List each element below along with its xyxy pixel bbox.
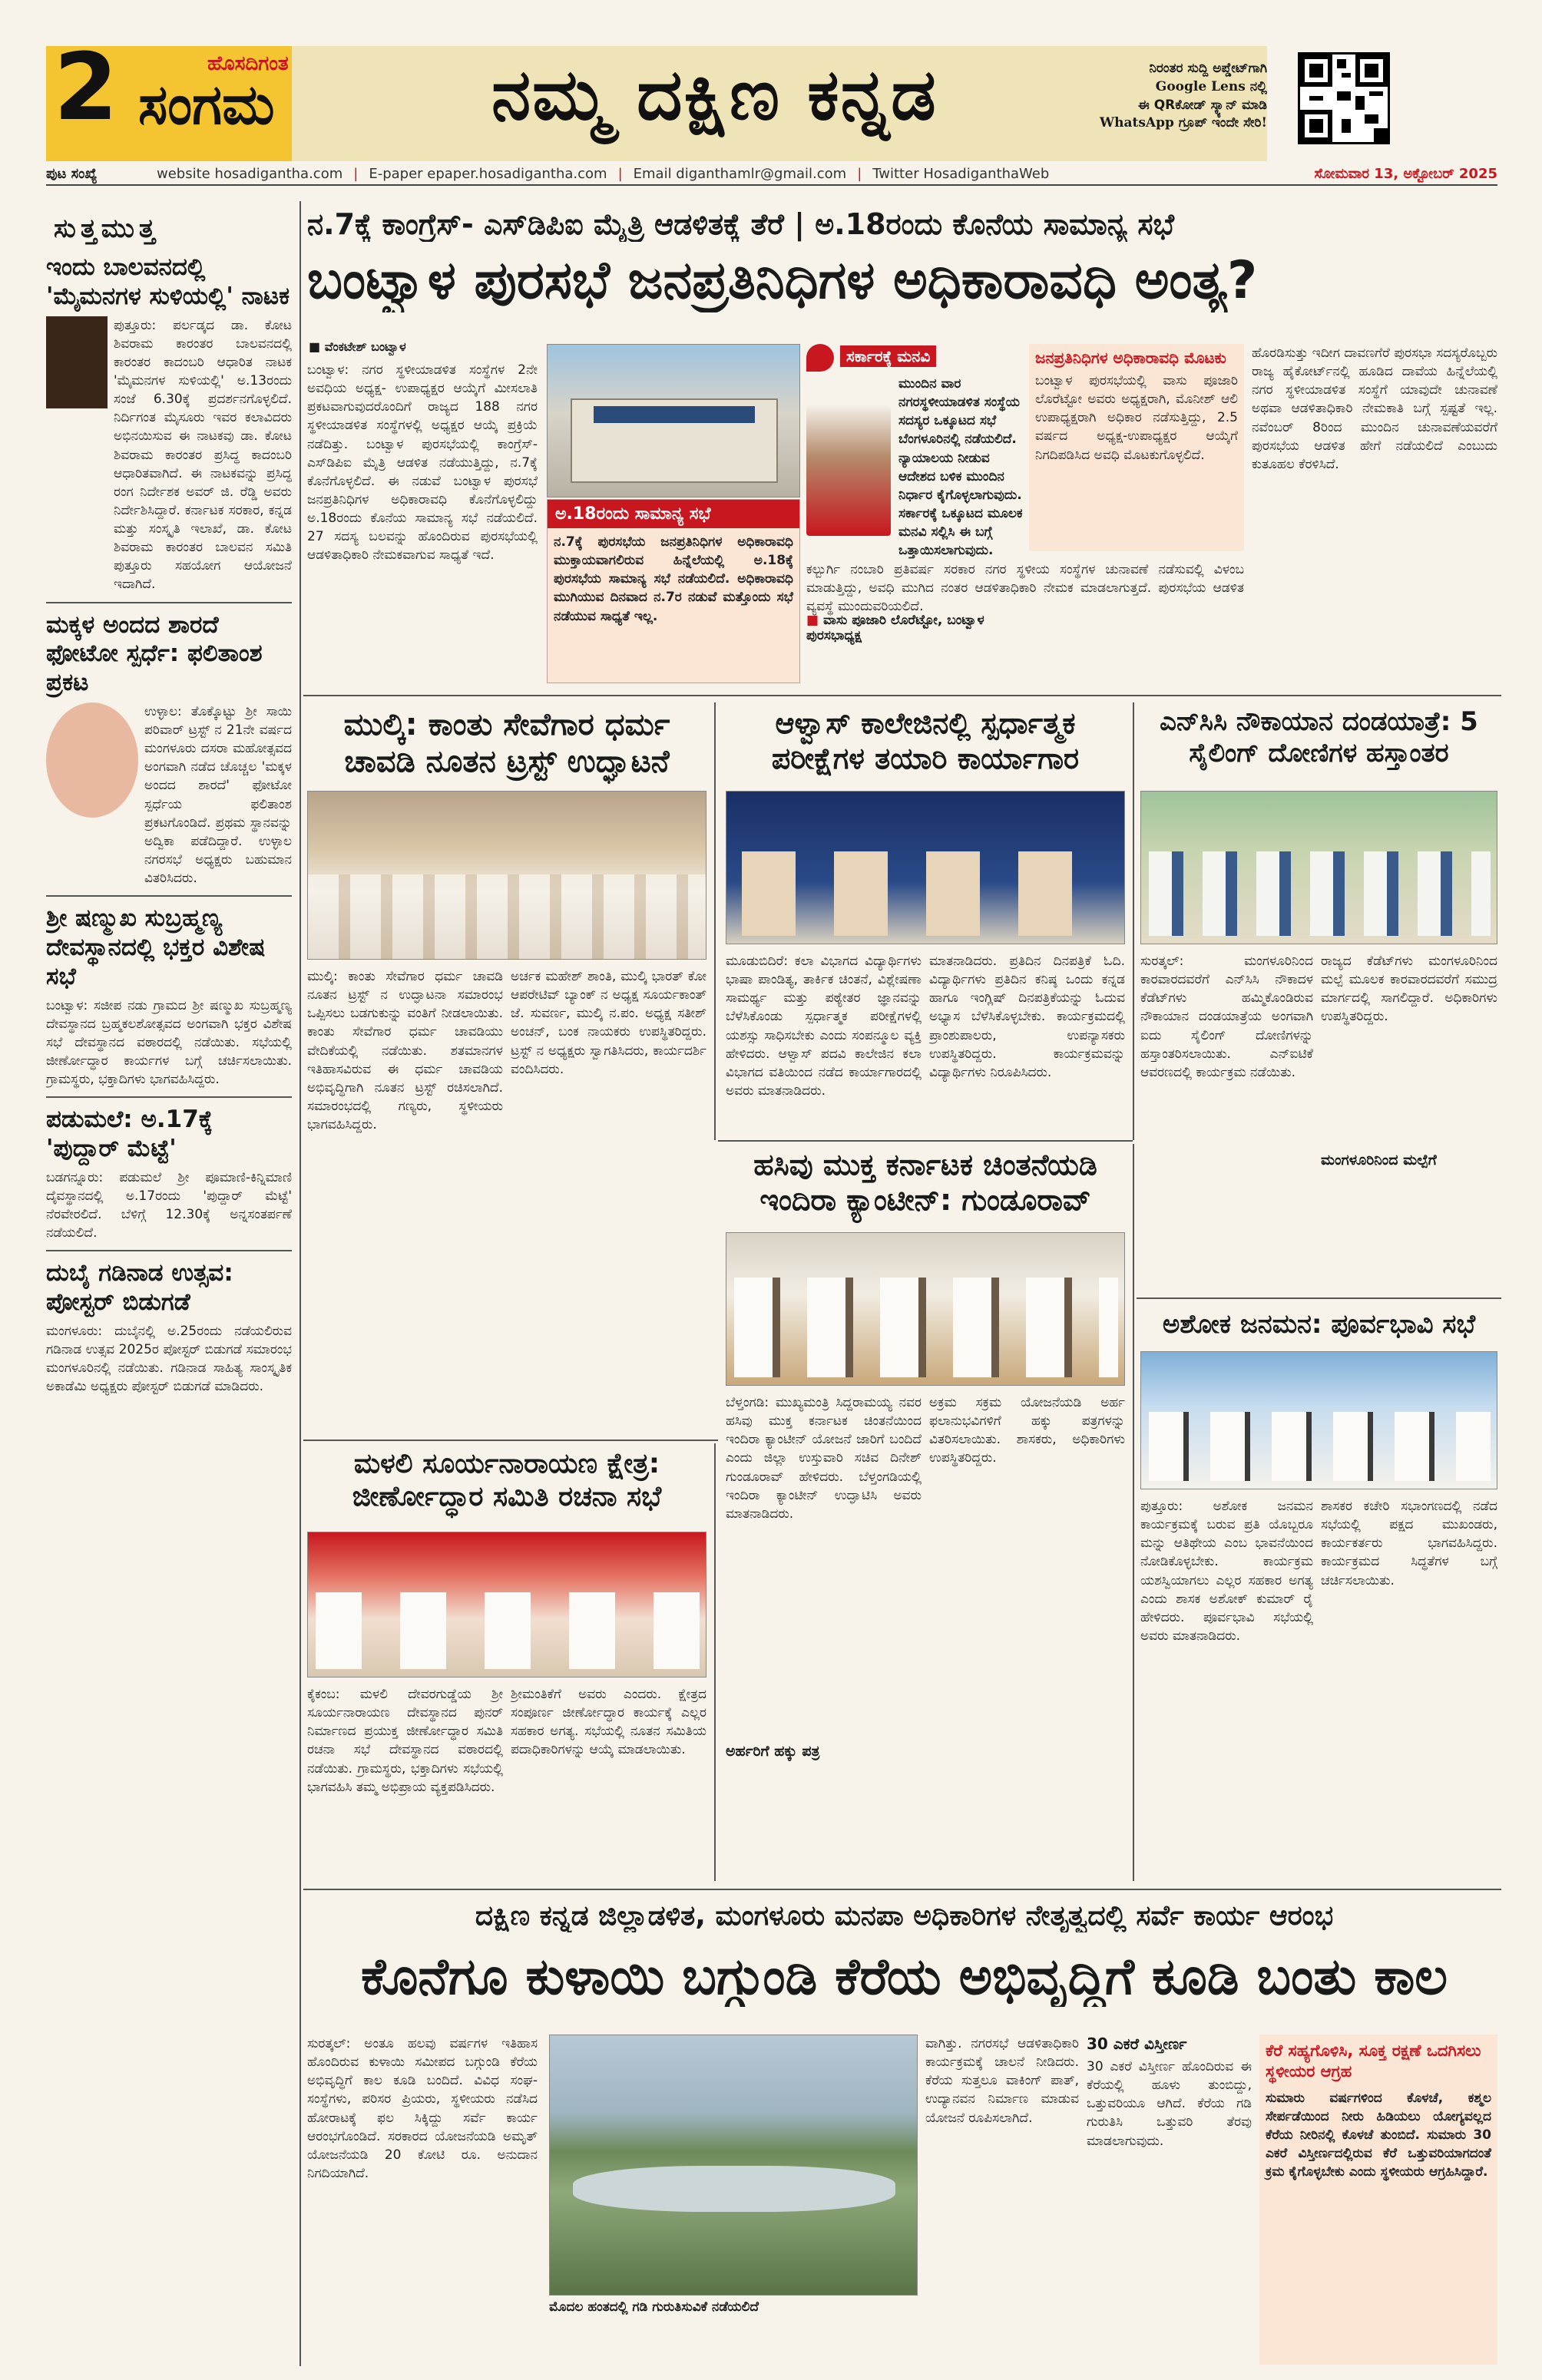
bottom-sub: 30 ಎಕರೆ ವಿಸ್ತೀರ್ಣ	[1087, 2035, 1187, 2053]
story-4-body: ಸುರತ್ಕಲ್: ಮಂಗಳೂರಿನಿಂದ ಕಾರವಾರದವರೆಗೆ ಎನ್‌ಸಿಸಿ ನೌಕಾದಳ ಕೆಡೆಟ್‌ಗಳು ಹಮ್ಮಿಕೊಂಡಿರುವ ನೌಕಾಯಾನ ದಂಡಯಾತ್ರೆಯ ಅಂಗವಾಗಿ ಐದು ಸೈಲಿಂಗ್ ದೋಣಿಗಳನ್ನು ಹಸ್ತಾಂತರಿಸಲಾಯಿತು. ಎನ್‌ಐಟಿಕೆ ಆವರಣದಲ್ಲಿ ಕಾರ್ಯಕ್ರಮ ನಡೆಯಿತು.	[1140, 954, 1313, 1080]
story-5-headline: ಮಳಲಿ ಸೂರ್ಯನಾರಾಯಣ ಕ್ಷೇತ್ರ: ಜೀರ್ಣೋದ್ಧಾರ ಸಮಿತಿ ರಚನಾ ಸಭೆ	[352, 1448, 662, 1513]
story-4-headline: ಎನ್‌ಸಿಸಿ ನೌಕಾಯಾನ ದಂಡಯಾತ್ರೆ: 5 ಸೈಲಿಂಗ್ ದೋಣಿಗಳ ಹಸ್ತಾಂತರ	[1160, 706, 1478, 769]
sidebar-story-4-body: ಬಡಗನ್ನೂರು: ಪಡುಮಲೆ ಶ್ರೀ ಪೂಮಾಣಿ-ಕಿನ್ನಿಮಾಣಿ ದೈವಸ್ಥಾನದಲ್ಲಿ ಅ.17ರಂದು 'ಪುದ್ದಾರ್ ಮೆಟ್ಟೆ' ನೆರವೇರಲಿದೆ. ಬೆಳಿಗ್ಗೆ 12.30ಕ್ಕೆ ಅನ್ನಸಂತರ್ಪಣೆ ನಡೆಯಲಿದೆ.	[46, 1169, 292, 1241]
sidebar-story-2-photo	[46, 702, 138, 818]
bottom-inset-body: ಸುಮಾರು ವರ್ಷಗಳಿಂದ ಕೊಳಚೆ, ಕಶ್ಮಲ ಸೇರ್ಪಡೆಯಿಂದ ನೀರು ಹಿಡಿಯಲು ಯೋಗ್ಯವಲ್ಲದ ಕೆರೆಯ ನೀರಿನಲ್ಲಿ ಕೊಳಚೆ ತುಂಬಿದೆ. ಸುಮಾರು 30 ಎಕರೆ ವಿಸ್ತೀರ್ಣದಲ್ಲಿರುವ ಕೆರೆ ಒತ್ತುವರಿಯಾಗದಂತೆ ಕ್ರಮ ಕೈಗೊಳ್ಳಬೇಕು ಎಂದು ಸ್ಥಳೀಯರು ಆಗ್ರಹಿಸಿದ್ದಾರೆ.	[1266, 2090, 1491, 2180]
sidebar-story-5-headline: ದುಬೈ ಗಡಿನಾಡ ಉತ್ಸವ: ಪೋಸ್ಟರ್ ಬಿಡುಗಡೆ	[46, 1259, 233, 1317]
story-3-headline: ಆಳ್ವಾಸ್ ಕಾಲೇಜಿನಲ್ಲಿ ಸ್ಪರ್ಧಾತ್ಮಕ ಪರೀಕ್ಷೆಗಳ ತಯಾರಿ ಕಾರ್ಯಾಗಾರ	[771, 706, 1080, 775]
story-6-sub: ಅರ್ಹರಿಗೆ ಹಕ್ಕು ಪತ್ರ	[726, 1743, 820, 1760]
story-3-photo-people	[742, 851, 1110, 936]
website-link[interactable]: website hosadigantha.com	[157, 165, 343, 182]
story-7-photo-people	[1149, 1412, 1491, 1481]
lead-kicker: ನ.7ಕ್ಕೆ ಕಾಂಗ್ರೆಸ್- ಎಸ್‌ಡಿಪಿಐ ಮೈತ್ರಿ ಆಡಳಿತಕ್ಕೆ ತೆರೆ | ಅ.18ರಂದು ಕೊನೆಯ ಸಾಮಾನ್ಯ ಸಭೆ	[307, 207, 1174, 241]
bottom-inset-head: ಕೆರೆ ಸಹ್ಯಗೊಳಿಸಿ, ಸೂಕ್ತ ರಕ್ಷಣೆ ಒದಗಿಸಲು ಸ್ಥಳೀಯರ ಆಗ್ರಹ	[1266, 2041, 1481, 2081]
story-6-body-2: ಅಕ್ರಮ ಸಕ್ರಮ ಯೋಜನೆಯಡಿ ಅರ್ಹ ಫಲಾನುಭವಿಗಳಿಗೆ ಹಕ್ಕು ಪತ್ರಗಳನ್ನು ವಿತರಿಸಲಾಯಿತು. ಶಾಸಕರು, ಅಧಿಕಾರಿಗಳು ಉಪಸ್ಥಿತರಿದ್ದರು.	[929, 1395, 1125, 1466]
story-3-photo	[726, 791, 1125, 944]
bottom-photo-caption: ಮೊದಲ ಹಂತದಲ್ಲಿ ಗಡಿ ಗುರುತಿಸುವಿಕೆ ನಡೆಯಲಿದೆ	[549, 2299, 759, 2315]
bottom-photo-lake	[549, 2035, 918, 2296]
epaper-link[interactable]: E-paper epaper.hosadigantha.com	[369, 165, 607, 182]
quote-bullet-icon: ■	[806, 613, 823, 628]
sidebar-story-1-body: ಪುತ್ತೂರು: ಪರ್ಲಡ್ಕದ ಡಾ. ಕೋಟ ಶಿವರಾಮ ಕಾರಂತರ ಬಾಲವನದಲ್ಲಿ ಕಾರಂತರ ಕಾದಂಬರಿ ಆಧಾರಿತ ನಾಟಕ 'ಮೈಮನಗಳ ಸುಳಿಯಲ್ಲಿ' ಅ.13ರಂದು ಸಂಜೆ 6.30ಕ್ಕೆ ಪ್ರದರ್ಶನಗೊಳ್ಳಲಿದೆ. ನಿರ್ದಿಗಂತ ಮೈಸೂರು ಇವರ ಕಲಾವಿದರು ಅಭಿನಯಿಸುವ ಈ ನಾಟಕವು ಡಾ. ಕೋಟ ಶಿವರಾಮ ಕಾರಂತರ ಪ್ರಸಿದ್ಧ ಕಾದಂಬರಿ ಆಧಾರಿತವಾಗಿದೆ. ಈ ನಾಟಕವನ್ನು ಪ್ರಸಿದ್ಧ ರಂಗ ನಿರ್ದೇಶಕ ಅವರ್ ಜಿ. ರೆಡ್ಡಿ ಅವರು ನಿರ್ದೇಶಿಸಿದ್ದಾರೆ. ಕರ್ನಾಟಕ ಸರಕಾರ, ಕನ್ನಡ ಮತ್ತು ಸಂಸ್ಕೃತಿ ಇಲಾಖೆ, ಡಾ. ಕೋಟ ಶಿವರಾಮ ಕಾರಂತರ ಬಾಲವನ ಸಮಿತಿ ಪುತ್ತೂರು ಸಹಯೋಗ ಆಯೋಜನೆ ಇದಾಗಿದೆ.	[114, 317, 292, 593]
bottom-top-rule	[303, 1889, 1501, 1890]
sidebar-divider	[299, 201, 301, 2366]
sidebar-story-3-headline: ಶ್ರೀ ಷಣ್ಮುಖ ಸುಬ್ರಹ್ಮಣ್ಯ ದೇವಸ್ಥಾನದಲ್ಲಿ ಭಕ್ತರ ವಿಶೇಷ ಸಭೆ	[46, 904, 266, 990]
byline-marker-icon: ■	[309, 339, 325, 354]
lead-body-2: ಕಲ್ಬುರ್ಗಿ ನಂಬಾರಿ ಪ್ರತಿವರ್ಷ ಸರಕಾರ ನಗರ ಸ್ಥಳೀಯ ಸಂಸ್ಥೆಗಳ ಚುನಾವಣೆ ನಡೆಸುವಲ್ಲಿ ವಿಳಂಬ ಮಾಡುತ್ತಿದ್ದು, ಅವಧಿ ಮುಗಿದ ನಂತರ ಆಡಳಿತಾಧಿಕಾರಿ ನೇಮಕ ಮಾಡಲಾಗುತ್ತದೆ. ಪುರಸಭೆಯ ಆಡಳಿತ ವ್ಯವಸ್ಥೆ ಮುಂದುವರಿಯಲಿದೆ.	[806, 562, 1244, 615]
story-6-divider	[1133, 1144, 1134, 1881]
story-2-photo-people	[308, 874, 706, 959]
brand-main: ಸಂಗಮ	[138, 72, 275, 137]
sidebar-story-3-body: ಬಂಟ್ವಾಳ: ಸಜೀಪ ನಡು ಗ್ರಾಮದ ಶ್ರೀ ಷಣ್ಮುಖ ಸುಬ್ರಹ್ಮಣ್ಯ ದೇವಸ್ಥಾನದ ಬ್ರಹ್ಮಕಲಶೋತ್ಸವದ ಅಂಗವಾಗಿ ಭಕ್ತರ ವಿಶೇಷ ಸಭೆ ದೇವಸ್ಥಾನದ ವಠಾರದಲ್ಲಿ ನಡೆಯಿತು. ಸಭೆಯಲ್ಲಿ ಜೀರ್ಣೋದ್ಧಾರ ಕಾರ್ಯಗಳ ಬಗ್ಗೆ ಚರ್ಚಿಸಲಾಯಿತು. ಗ್ರಾಮಸ್ಥರು, ಭಕ್ತಾದಿಗಳು ಭಾಗವಹಿಸಿದ್ದರು.	[46, 997, 292, 1088]
story-6-photo-people	[734, 1278, 1118, 1377]
story-2-divider	[714, 702, 716, 1140]
bottom-body: ಸುರತ್ಕಲ್: ಅಂತೂ ಹಲವು ವರ್ಷಗಳ ಇತಿಹಾಸ ಹೊಂದಿರುವ ಕುಳಾಯಿ ಸಮೀಪದ ಬಗ್ಗುಂಡಿ ಕೆರೆಯ ಅಭಿವೃದ್ಧಿಗೆ ಕಾಲ ಕೂಡಿ ಬಂದಿದೆ. ವಿವಿಧ ಸಂಘ-ಸಂಸ್ಥೆಗಳು, ಪರಿಸರ ಪ್ರಿಯರು, ಸ್ಥಳೀಯರು ನಡೆಸಿದ ಹೋರಾಟಕ್ಕೆ ಫಲ ಸಿಕ್ಕಿದ್ದು ಸರ್ವೆ ಕಾರ್ಯ ಆರಂಭಗೊಂಡಿದೆ. ಸರಕಾರದ ಯೋಜನೆಯಡಿ ಅಮೃತ್ ಯೋಜನೆಯಡಿ 20 ಕೋಟಿ ರೂ. ಅನುದಾನ ನಿಗದಿಯಾಗಿದೆ.	[307, 2036, 538, 2181]
story-2-body-2: ಅರ್ಚಕ ಮಹೇಶ್ ಶಾಂತಿ, ಮುಲ್ಕಿ ಭಾರತ್ ಕೋ ಆಪರೇಟಿವ್ ಬ್ಯಾಂಕ್ ನ ಅಧ್ಯಕ್ಷ ಸೂರ್ಯಕಾಂತ್ ಜೆ. ಸುವರ್ಣ, ಮುಲ್ಕಿ ನ.ಪಂ. ಅಧ್ಯಕ್ಷ ಸತೀಶ್ ಅಂಚನ್, ಬಂಕ ನಾಯಕರು ಉಪಸ್ಥಿತರಿದ್ದರು. ಟ್ರಸ್ಟ್ ನ ಅಧ್ಯಕ್ಷರು ಸ್ವಾಗತಿಸಿದರು, ಕಾರ್ಯದರ್ಶಿ ವಂದಿಸಿದರು.	[511, 969, 706, 1077]
lead-photo-caption-box	[547, 499, 800, 683]
sidebar-story-1-headline: ಇಂದು ಬಾಲವನದಲ್ಲಿ 'ಮೈಮನಗಳ ಸುಳಿಯಲ್ಲಿ' ನಾಟಕ	[46, 253, 290, 310]
story-3-divider	[1133, 702, 1134, 1140]
story-4-photo	[1140, 791, 1497, 944]
lead-inset-body: ಬಂಟ್ವಾಳ ಪುರಸಭೆಯಲ್ಲಿ ವಾಸು ಪೂಜಾರಿ ಲೊರೆಟ್ಟೋ ಅವರು ಅಧ್ಯಕ್ಷರಾಗಿ, ಮೊನೀಶ್ ಆಲಿ ಉಪಾಧ್ಯಕ್ಷರಾಗಿ ಅಧಿಕಾರ ನಡೆಸುತ್ತಿದ್ದು, 2.5 ವರ್ಷದ ಅಧ್ಯಕ್ಷ-ಉಪಾಧ್ಯಕ್ಷರ ಆಯ್ಕೆಗೆ ನಿಗದಿಪಡಿಸಿದ ಅವಧಿ ಮೊಟಕುಗೊಳ್ಳಲಿದೆ.	[1035, 373, 1238, 463]
lead-photo-caption-body: ನ.7ಕ್ಕೆ ಪುರಸಭೆಯ ಜನಪ್ರತಿನಿಧಿಗಳ ಅಧಿಕಾರಾವಧಿ ಮುಕ್ತಾಯವಾಗಲಿರುವ ಹಿನ್ನೆಲೆಯಲ್ಲಿ ಅ.18ಕ್ಕೆ ಪುರಸಭೆಯ ಸಾಮಾನ್ಯ ಸಭೆ ನಡೆಯಲಿದೆ. ಅಧಿಕಾರಾವಧಿ ಮುಗಿಯುವ ದಿನವಾದ ನ.7ರ ನಡುವೆ ಮತ್ತೊಂದು ಸಭೆ ನಡೆಯುವ ಸಾಧ್ಯತೆ ಇಲ್ಲ.	[554, 534, 793, 624]
story-6-top-rule	[718, 1140, 1133, 1142]
quote-author-photo	[806, 405, 891, 536]
story-6-headline: ಹಸಿವು ಮುಕ್ತ ಕರ್ನಾಟಕ ಚಿಂತನೆಯಡಿ ಇಂದಿರಾ ಕ್ಯಾಂಟೀನ್: ಗುಂಡೂರಾವ್	[753, 1148, 1097, 1217]
story-2-photo	[307, 791, 706, 960]
story-7-body-2: ಶಾಸಕರ ಕಚೇರಿ ಸಭಾಂಗಣದಲ್ಲಿ ನಡೆದ ಸಭೆಯಲ್ಲಿ ಪಕ್ಷದ ಮುಖಂಡರು, ಕಾರ್ಯಕರ್ತರು ಭಾಗವಹಿಸಿದ್ದರು. ಕಾರ್ಯಕ್ರಮದ ಸಿದ್ಧತೆಗಳ ಬಗ್ಗೆ ಚರ್ಚಿಸಲಾಯಿತು.	[1321, 1499, 1497, 1588]
lead-inset-box	[1029, 344, 1244, 551]
section-title: ನಮ್ಮ ದಕ್ಷಿಣ ಕನ್ನಡ	[491, 54, 938, 136]
story-2-headline: ಮುಲ್ಕಿ: ಕಾಂತು ಸೇವೆಗಾರ ಧರ್ಮ ಚಾವಡಿ ನೂತನ ಟ್ರಸ್ಟ್ ಉದ್ಘಾಟನೆ	[343, 707, 670, 779]
quote-label: ಸರ್ಕಾರಕ್ಕೆ ಮನವಿ	[840, 345, 936, 367]
lead-inset-head: ಜನಪ್ರತಿನಿಧಿಗಳ ಅಧಿಕಾರಾವಧಿ ಮೊಟಕು	[1035, 349, 1226, 367]
story-4-bottom-rule	[1137, 1297, 1501, 1299]
building-signboard	[594, 406, 755, 423]
lead-byline	[309, 339, 406, 355]
story-5-photo-people	[316, 1592, 700, 1669]
sidebar-story-2-body: ಉಳ್ಳಾಲ: ತೊಕ್ಕೊಟ್ಟು ಶ್ರೀ ಸಾಯಿ ಪರಿವಾರ್ ಟ್ರಸ್ಟ್ ನ 21ನೇ ವರ್ಷದ ಮಂಗಳೂರು ದಸರಾ ಮಹೋತ್ಸವದ ಅಂಗವಾಗಿ ನಡೆದ ಚೊಚ್ಚಲ 'ಮಕ್ಕಳ ಅಂದದ ಶಾರದೆ' ಫೋಟೋ ಸ್ಪರ್ಧೆಯ ಫಲಿತಾಂಶ ಪ್ರಕಟಗೊಂಡಿದೆ. ಪ್ರಥಮ ಸ್ಥಾನವನ್ನು ಅದ್ವಿಕಾ ಪಡೆದಿದ್ದಾರೆ. ಉಳ್ಳಾಲ ನಗರಸಭೆ ಅಧ್ಯಕ್ಷರು ಬಹುಮಾನ ವಿತರಿಸಿದರು.	[144, 703, 292, 887]
sidebar-story-5-body: ಮಂಗಳೂರು: ದುಬೈನಲ್ಲಿ ಅ.25ರಂದು ನಡೆಯಲಿರುವ ಗಡಿನಾಡ ಉತ್ಸವ 2025ರ ಪೋಸ್ಟರ್ ಬಿಡುಗಡೆ ಸಮಾರಂಭ ಮಂಗಳೂರಿನಲ್ಲಿ ನಡೆಯಿತು. ಗಡಿನಾಡ ಸಾಹಿತ್ಯ ಸಾಂಸ್ಕೃತಿಕ ಅಕಾಡೆಮಿ ಅಧ್ಯಕ್ಷರು ಪೋಸ್ಟರ್ ಬಿಡುಗಡೆ ಮಾಡಿದರು.	[46, 1324, 292, 1395]
story-5-body: ಕೈಕಂಬ: ಮಳಲಿ ದೇವರಗುಡ್ಡೆಯ ಶ್ರೀ ಸೂರ್ಯನಾರಾಯಣ ದೇವಸ್ಥಾನದ ಪುನರ್ ನಿರ್ಮಾಣದ ಪ್ರಯುಕ್ತ ಜೀರ್ಣೋದ್ಧಾರ ಸಮಿತಿ ರಚನಾ ಸಭೆ ದೇವಸ್ಥಾನದ ವಠಾರದಲ್ಲಿ ನಡೆಯಿತು. ಗ್ರಾಮಸ್ಥರು, ಭಕ್ತಾದಿಗಳು ಸಭೆಯಲ್ಲಿ ಭಾಗವಹಿಸಿ ತಮ್ಮ ಅಭಿಪ್ರಾಯ ವ್ಯಕ್ತಪಡಿಸಿದರು.	[307, 1687, 503, 1795]
qr-icon	[1300, 55, 1388, 142]
story-7-body: ಪುತ್ತೂರು: ಅಶೋಕ ಜನಮನ ಕಾರ್ಯಕ್ರಮಕ್ಕೆ ಬರುವ ಪ್ರತಿ ಯೊಬ್ಬರೂ ಮನ್ನು ಆತಿಥೇಯ ಎಂಬ ಭಾವನೆಯಿಂದ ನೋಡಿಕೊಳ್ಳಬೇಕು. ಕಾರ್ಯಕ್ರಮ ಯಶಸ್ವಿಯಾಗಲು ಎಲ್ಲರ ಸಹಕಾರ ಅಗತ್ಯ ಎಂದು ಶಾಸಕ ಅಶೋಕ್ ಕುಮಾರ್ ರೈ ಹೇಳಿದರು. ಪೂರ್ವಭಾವಿ ಸಭೆಯಲ್ಲಿ ಅವರು ಮಾತನಾಡಿದರು.	[1140, 1499, 1313, 1644]
sidebar-story-1-photo	[46, 316, 108, 408]
qr-note-4: WhatsApp ಗ್ರೂಪ್ ಇಂದೇ ಸೇರಿ!	[1100, 115, 1267, 131]
lead-bottom-rule	[303, 695, 1501, 696]
qr-note	[1044, 60, 1267, 133]
lead-headline: ಬಂಟ್ವಾಳ ಪುರಸಭೆ ಜನಪ್ರತಿನಿಧಿಗಳ ಅಧಿಕಾರಾವಧಿ ಅಂತ್ಯ?	[307, 250, 1258, 311]
brand-small: ಹೊಸದಿಗಂತ	[207, 52, 289, 75]
info-bar: ಪುಟ ಸಂಖ್ಯೆ website hosadigantha.com | E-paper epaper.hosadigantha.com | Email diganthamlr@gmail.com | Twitter HosadiganthaWeb ಸೋಮವಾರ 13, ಅಕ್ಟೋಬರ್ 2025	[46, 163, 1497, 186]
bottom-body-2: ವಾಗಿತ್ತು. ನಗರಸಭೆ ಆಡಳಿತಾಧಿಕಾರಿ ಕಾರ್ಯಕ್ರಮಕ್ಕೆ ಚಾಲನೆ ನೀಡಿದರು. ಕೆರೆಯ ಸುತ್ತಲೂ ವಾಕಿಂಗ್ ಪಾತ್, ಉದ್ಯಾನವನ ನಿರ್ಮಾಣ ಮಾಡುವ ಯೋಜನೆ ರೂಪಿಸಲಾಗಿದೆ.	[925, 2036, 1079, 2126]
page-label: ಪುಟ ಸಂಖ್ಯೆ	[46, 165, 98, 182]
bottom-inset-box	[1259, 2035, 1497, 2365]
story-3-body: ಮೂಡುಬಿದಿರೆ: ಕಲಾ ವಿಭಾಗದ ವಿದ್ಯಾರ್ಥಿಗಳು ಭಾಷಾ ಪಾಂಡಿತ್ಯ, ತಾರ್ಕಿಕ ಚಿಂತನೆ, ವಿಶ್ಲೇಷಣಾ ಸಾಮರ್ಥ್ಯ ಮತ್ತು ಪಠ್ಯೇತರ ಜ್ಞಾನವನ್ನು ಬೆಳೆಸಿಕೊಂಡು ಸ್ಪರ್ಧಾತ್ಮಕ ಪರೀಕ್ಷೆಗಳಲ್ಲಿ ಯಶಸ್ಸು ಸಾಧಿಸಬೇಕು ಎಂದು ಸಂಪನ್ಮೂಲ ವ್ಯಕ್ತಿ ಹೇಳಿದರು. ಆಳ್ವಾಸ್ ಪದವಿ ಕಾಲೇಜಿನ ಕಲಾ ವಿಭಾಗದ ವತಿಯಿಂದ ನಡೆದ ಕಾರ್ಯಾಗಾರದಲ್ಲಿ ಅವರು ಮಾತನಾಡಿದರು.	[726, 954, 922, 1099]
email-link[interactable]: Email diganthamlr@gmail.com	[633, 165, 847, 182]
lead-photo-caption: ಅ.18ರಂದು ಸಾಮಾನ್ಯ ಸಭೆ	[548, 500, 799, 528]
story-4-sub: ಮಂಗಳೂರಿನಿಂದ ಮಲ್ಪೆಗೆ	[1321, 1152, 1437, 1169]
story-6-photo	[726, 1232, 1125, 1386]
story-5-photo	[307, 1532, 706, 1678]
sidebar	[46, 207, 292, 2365]
qr-note-1: ನಿರಂತರ ಸುದ್ದಿ ಅಪ್ಡೇಟ್‌ಗಾಗಿ	[1149, 61, 1267, 76]
lake-water	[573, 2166, 895, 2212]
lead-body: ಬಂಟ್ವಾಳ: ನಗರ ಸ್ಥಳೀಯಾಡಳಿತ ಸಂಸ್ಥೆಗಳ 2ನೇ ಅವಧಿಯ ಅಧ್ಯಕ್ಷ- ಉಪಾಧ್ಯಕ್ಷರ ಆಯ್ಕೆಗೆ ಮೀಸಲಾತಿ ಪ್ರಕಟವಾಗುವುದರೊಂದಿಗೆ ರಾಜ್ಯದ 188 ನಗರ ಸ್ಥಳೀಯಾಡಳಿತ ಸಂಸ್ಥೆಗಳಲ್ಲಿ ಅಧ್ಯಕ್ಷರ ಆಯ್ಕೆ ಪ್ರಕ್ರಿಯೆ ನಡೆದಿತ್ತು. ಬಂಟ್ವಾಳ ಪುರಸಭೆಯಲ್ಲಿ ಕಾಂಗ್ರೆಸ್- ಎಸ್‌ಡಿಪಿಐ ಮೈತ್ರಿ ಆಡಳಿತ ನಡೆಯುತ್ತಿದ್ದು, ನ.7ಕ್ಕೆ ಕೊನೆಗೊಳ್ಳಲಿದೆ. ಈ ನಡುವೆ ಬಂಟ್ವಾಳ ಪುರಸಭೆ ಜನಪ್ರತಿನಿಧಿಗಳ ಅಧಿಕಾರಾವಧಿ ಕೊನೆಗೊಳ್ಳಲಿದ್ದು ಅ.18ರಂದು ಕೊನೆಯ ಸಾಮಾನ್ಯ ಸಭೆ ನಡೆಯಲಿದೆ. 27 ಸದಸ್ಯ ಬಲವನ್ನು ಹೊಂದಿರುವ ಪುರಸಭೆಯಲ್ಲಿ ಆಡಳಿತಾಧಿಕಾರಿ ನೇಮಕವಾಗುವ ಸಾಧ್ಯತೆ ಇದೆ.	[307, 362, 538, 564]
lead-photo-building	[547, 344, 800, 497]
story-5-top-rule	[303, 1440, 718, 1441]
page-number: 2	[54, 35, 118, 141]
bottom-body-3: 30 ಎಕರೆ ವಿಸ್ತೀರ್ಣ ಹೊಂದಿರುವ ಈ ಕೆರೆಯಲ್ಲಿ ಹೂಳು ತುಂಬಿದ್ದು, ಒತ್ತುವರಿಯೂ ಆಗಿದೆ. ಕೆರೆಯ ಗಡಿ ಗುರುತಿಸಿ ಒತ್ತುವರಿ ತೆರವು ಮಾಡಲಾಗುವುದು.	[1087, 2059, 1252, 2149]
issue-date: ಸೋಮವಾರ 13, ಅಕ್ಟೋಬರ್ 2025	[1314, 165, 1497, 182]
story-5-divider	[714, 1443, 716, 1881]
story-7-photo	[1140, 1351, 1497, 1489]
quote-mark-icon	[806, 344, 834, 372]
story-3-body-2: ಮಾತನಾಡಿದರು. ಪ್ರತಿದಿನ ದಿನಪತ್ರಿಕೆ ಓದಿ. ವಿದ್ಯಾರ್ಥಿಗಳು ಪ್ರತಿದಿನ ಕನಿಷ್ಠ ಒಂದು ಕನ್ನಡ ಹಾಗೂ ಇಂಗ್ಲಿಷ್ ದಿನಪತ್ರಿಕೆಯನ್ನು ಓದುವ ಅಭ್ಯಾಸ ಬೆಳೆಸಿಕೊಳ್ಳಬೇಕು. ಕಾರ್ಯಕ್ರಮದಲ್ಲಿ ಪ್ರಾಂಶುಪಾಲರು, ಉಪನ್ಯಾಸಕರು ಉಪಸ್ಥಿತರಿದ್ದರು. ಕಾರ್ಯಕ್ರಮವನ್ನು ವಿದ್ಯಾರ್ಥಿಗಳು ನಿರೂಪಿಸಿದರು.	[929, 954, 1125, 1080]
twitter-link[interactable]: Twitter HosadiganthaWeb	[872, 165, 1050, 182]
story-5-body-2: ಶ್ರೀಮಂತಿಕೆಗೆ ಅವರು ಎಂದರು. ಕ್ಷೇತ್ರದ ಸಂಪೂರ್ಣ ಜೀರ್ಣೋದ್ಧಾರ ಕಾರ್ಯಕ್ಕೆ ಎಲ್ಲರ ಸಹಕಾರ ಅಗತ್ಯ. ಸಭೆಯಲ್ಲಿ ನೂತನ ಸಮಿತಿಯ ಪದಾಧಿಕಾರಿಗಳನ್ನು ಆಯ್ಕೆ ಮಾಡಲಾಯಿತು.	[511, 1687, 706, 1758]
qr-code[interactable]	[1298, 52, 1390, 144]
bottom-kicker: ದಕ್ಷಿಣ ಕನ್ನಡ ಜಿಲ್ಲಾಡಳಿತ, ಮಂಗಳೂರು ಮನಪಾ ಅಧಿಕಾರಿಗಳ ನೇತೃತ್ವದಲ್ಲಿ ಸರ್ವೆ ಕಾರ್ಯ ಆರಂಭ	[475, 1900, 1334, 1932]
quote-author-name: ವಾಸು ಪೂಜಾರಿ ಲೊರೆಟ್ಟೋ, ಬಂಟ್ವಾಳ ಪುರಸಭಾಧ್ಯಕ್ಷ	[806, 613, 984, 643]
lead-body-3: ಹೊರಡಿಸುತ್ತು ಇದೀಗ ದಾವಣಗೆರೆ ಪುರಸಭಾ ಸದಸ್ಯರೊಬ್ಬರು ರಾಜ್ಯ ಹೈಕೋರ್ಟ್‌ನಲ್ಲಿ ಹೂಡಿದ ದಾವೆಯ ಹಿನ್ನೆಲೆಯಲ್ಲಿ ನಗರ ಸ್ಥಳೀಯಾಡಳಿತ ಸಂಸ್ಥೆಗೆ ಯಾವುದೇ ಚುನಾವಣೆ ಅಥವಾ ಆಡಳಿತಾಧಿಕಾರಿ ನೇಮಕಾತಿ ಬಗ್ಗೆ ಸ್ಪಷ್ಟತೆ ಇಲ್ಲ. ನವೆಂಬರ್ 8ರಿಂದ ಮುಂದಿನ ಚುನಾವಣೆಯವರೆಗೆ ಪುರಸಭೆಯ ಆಡಳಿತ ಹೇಗೆ ನಡೆಯಲಿದೆ ಎಂಬುದು ಕುತೂಹಲ ಕೆರಳಿಸಿದೆ.	[1252, 345, 1497, 472]
bottom-headline: ಕೊನೆಗೂ ಕುಳಾಯಿ ಬಗ್ಗುಂಡಿ ಕೆರೆಯ ಅಭಿವೃದ್ಧಿಗೆ ಕೂಡಿ ಬಂತು ಕಾಲ	[360, 1947, 1448, 2006]
story-4-body-2: ರಾಜ್ಯದ ಕೆಡೆಟ್‌ಗಳು ಮಂಗಳೂರಿನಿಂದ ಮಲ್ಪೆ ಮೂಲಕ ಕಾರವಾರದವರೆಗೆ ಸಮುದ್ರ ಮಾರ್ಗದಲ್ಲಿ ಸಾಗಲಿದ್ದಾರೆ. ಅಧಿಕಾರಿಗಳು ಉಪಸ್ಥಿತರಿದ್ದರು.	[1321, 954, 1497, 1025]
quote-text: ಮುಂದಿನ ವಾರ ನಗರಸ್ಥಳೀಯಾಡಳಿತ ಸಂಸ್ಥೆಯ ಸದಸ್ಯರ ಒಕ್ಕೂಟದ ಸಭೆ ಬೆಂಗಳೂರಿನಲ್ಲಿ ನಡೆಯಲಿದೆ. ನ್ಯಾಯಾಲಯ ನೀಡುವ ಆದೇಶದ ಬಳಿಕ ಮುಂದಿನ ನಿರ್ಧಾರ ಕೈಗೊಳ್ಳಲಾಗುವುದು. ಸರ್ಕಾರಕ್ಕೆ ಒಕ್ಕೂಟದ ಮೂಲಕ ಮನವಿ ಸಲ್ಲಿಸಿ ಈ ಬಗ್ಗೆ ಒತ್ತಾಯಿಸಲಾಗುವುದು.	[898, 376, 1023, 559]
story-7-headline: ಅಶೋಕ ಜನಮನ: ಪೂರ್ವಭಾವಿ ಸಭೆ	[1162, 1309, 1476, 1340]
sidebar-story-2-headline: ಮಕ್ಕಳ ಅಂದದ ಶಾರದೆ ಫೋಟೋ ಸ್ಪರ್ಧೆ: ಫಲಿತಾಂಶ ಪ್ರಕಟ	[46, 610, 263, 697]
qr-note-3: ಈ QRಕೋಡ್ ಸ್ಕ್ಯಾನ್ ಮಾಡಿ	[1138, 97, 1267, 113]
sidebar-story-4-headline: ಪಡುಮಲೆ: ಅ.17ಕ್ಕೆ 'ಪುದ್ದಾರ್ ಮೆಟ್ಟೆ'	[46, 1106, 213, 1163]
qr-note-2: Google Lens ನಲ್ಲಿ	[1155, 78, 1267, 94]
story-2-body: ಮುಲ್ಕಿ: ಕಾಂತು ಸೇವೆಗಾರ ಧರ್ಮ ಚಾವಡಿ ನೂತನ ಟ್ರಸ್ಟ್ ನ ಉದ್ಘಾಟನಾ ಸಮಾರಂಭ ಒಪ್ಪಿಸಲು ಬಡಗುಕುನ್ನು ವಂತಿಗೆ ನೀಡಲಾಯಿತು. ಕಾಂತು ಸೇವೆಗಾರ ಧರ್ಮ ಚಾವಡಿಯು ವೇದಿಕೆಯಲ್ಲಿ ನಡೆಯಿತು. ಶತಮಾನಗಳ ಇತಿಹಾಸವಿರುವ ಈ ಧರ್ಮ ಚಾವಡಿಯ ಅಭಿವೃದ್ಧಿಗಾಗಿ ನೂತನ ಟ್ರಸ್ಟ್ ರಚಿಸಲಾಗಿದೆ. ಸಮಾರಂಭದಲ್ಲಿ ಗಣ್ಯರು, ಸ್ಥಳೀಯರು ಭಾಗವಹಿಸಿದ್ದರು.	[307, 969, 503, 1132]
sidebar-section-label: ಸುತ್ತಮುತ್ತ	[54, 213, 160, 244]
byline-text: ವೆಂಕಟೇಶ್ ಬಂಟ್ವಾಳ	[324, 339, 406, 354]
story-6-body: ಬೆಳ್ತಂಗಡಿ: ಮುಖ್ಯಮಂತ್ರಿ ಸಿದ್ದರಾಮಯ್ಯ ನವರ ಹಸಿವು ಮುಕ್ತ ಕರ್ನಾಟಕ ಚಿಂತನೆಯಿಂದ ಇಂದಿರಾ ಕ್ಯಾಂಟೀನ್ ಯೋಜನೆ ಜಾರಿಗೆ ಬಂದಿದೆ ಎಂದು ಜಿಲ್ಲಾ ಉಸ್ತುವಾರಿ ಸಚಿವ ದಿನೇಶ್ ಗುಂಡೂರಾವ್ ಹೇಳಿದರು. ಬೆಳ್ತಂಗಡಿಯಲ್ಲಿ ಇಂದಿರಾ ಕ್ಯಾಂಟೀನ್ ಉದ್ಘಾಟಿಸಿ ಅವರು ಮಾತನಾಡಿದರು.	[726, 1395, 922, 1522]
story-4-photo-people	[1149, 851, 1491, 936]
